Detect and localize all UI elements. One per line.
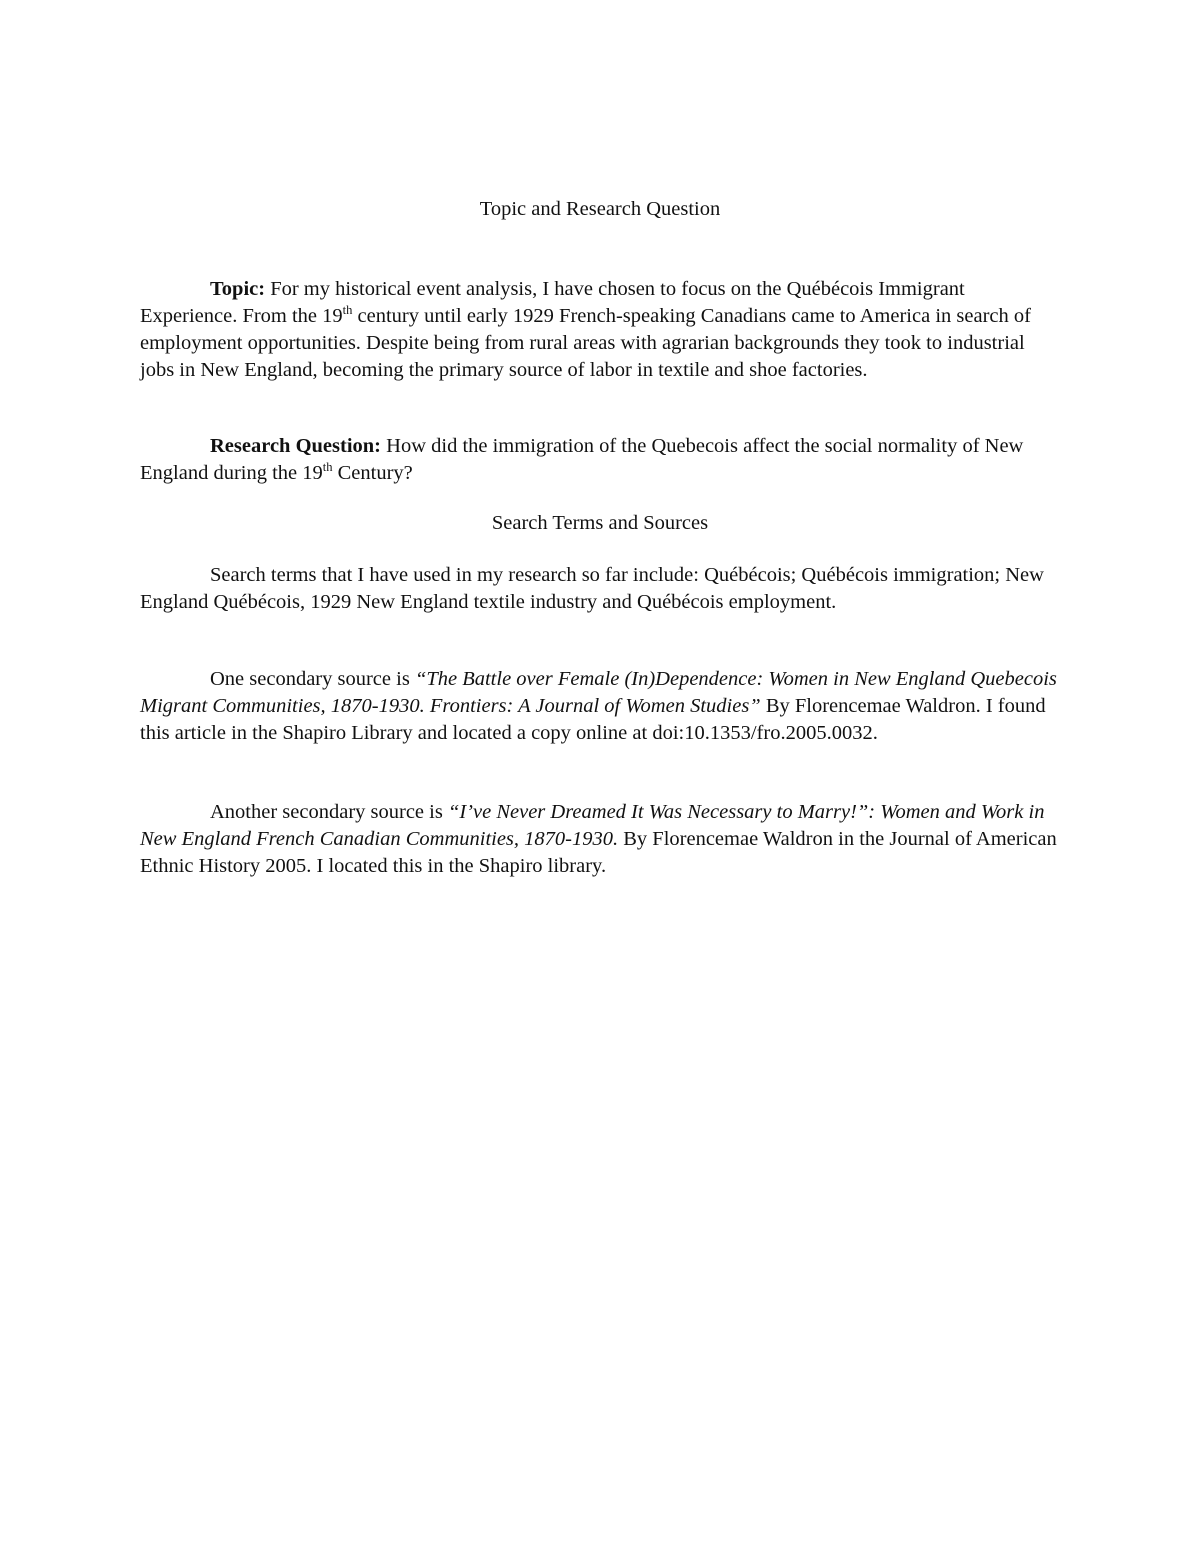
research-question-paragraph: [140, 433, 1060, 487]
topic-text-b: century until early 1929 French-speaking Canadians came to America in search of employment opportunities. Despite being from rural areas with agrarian backgrounds they took to industrial jobs in New England, becoming the primary source of labor in textile and shoe factories.: [140, 305, 1031, 381]
section-heading: Search Terms and Sources: [491, 512, 709, 534]
page-title: Topic and Research Question: [479, 198, 721, 220]
source-2-rest: By Florencemae Waldron in the Journal of American Ethnic History 2005. I located this in the Shapiro library.: [140, 828, 1057, 877]
source-1-paragraph: [140, 666, 1060, 747]
topic-text-a: For my historical event analysis, I have chosen to focus on the Québécois Immigrant Experience. From the 19: [140, 278, 965, 327]
research-question-text-a: How did the immigration of the Quebecois affect the social normality of New England during the 19: [140, 435, 1024, 484]
topic-label: Topic:: [210, 278, 266, 300]
source-2-title: “I’ve Never Dreamed It Was Necessary to Marry!”: Women and Work in New England French Canadian Communities, 1870-1930.: [140, 801, 1045, 850]
research-question-superscript: th: [322, 460, 333, 475]
source-1-lead: One secondary source is: [210, 668, 415, 690]
source-2-lead: Another secondary source is: [210, 801, 448, 823]
topic-paragraph: [140, 276, 1060, 384]
source-2-paragraph: [140, 799, 1060, 880]
source-1-rest: By Florencemae Waldron. I found this article in the Shapiro Library and located a copy online at doi:10.1353/fro.2005.0032.: [140, 695, 1046, 744]
research-question-label: Research Question:: [210, 435, 382, 457]
topic-superscript: th: [342, 303, 353, 318]
document-page: [140, 0, 1060, 1553]
search-terms-paragraph: Search terms that I have used in my research so far include: Québécois; Québécois immigration; New England Québécois, 1929 New England textile industry and Québécois employment.: [140, 564, 1044, 613]
research-question-text-b: Century?: [332, 462, 413, 484]
source-1-title: “The Battle over Female (In)Dependence: Women in New England Quebecois Migrant Communities, 1870-1930. Frontiers: A Journal of Women Studies”: [140, 668, 1057, 717]
